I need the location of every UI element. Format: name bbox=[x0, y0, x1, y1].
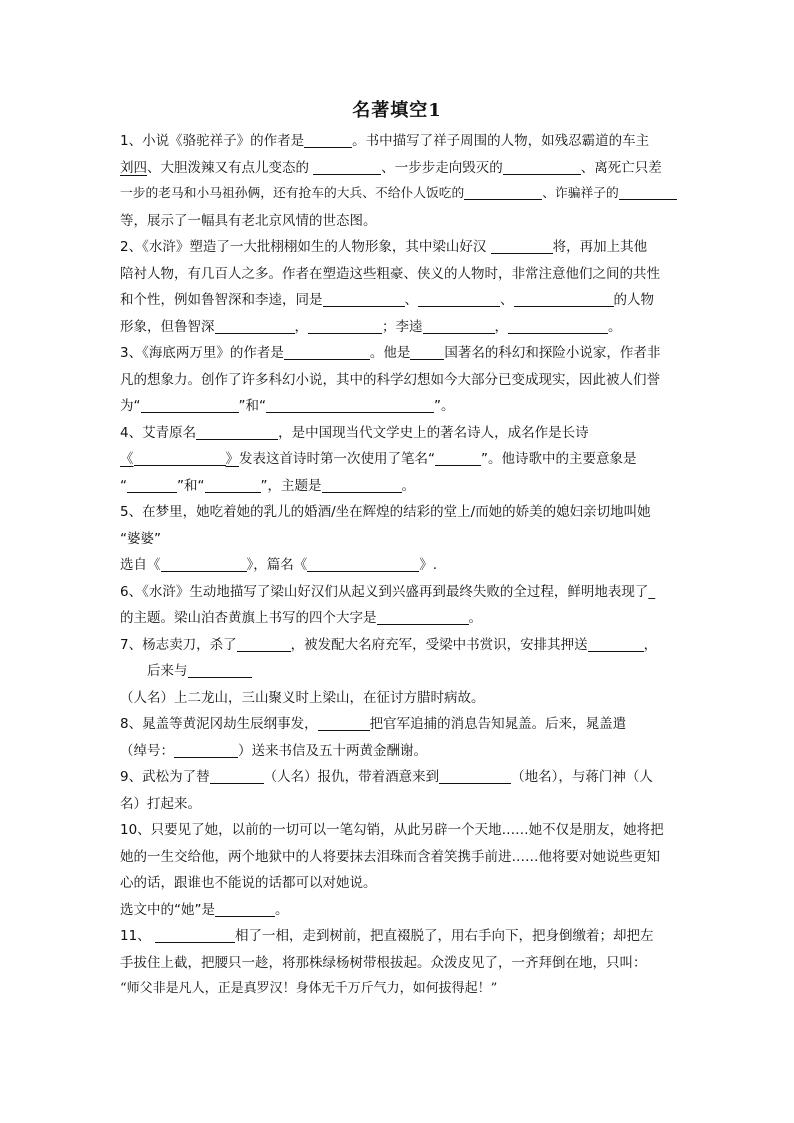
answer-blank[interactable] bbox=[188, 662, 252, 678]
answer-blank[interactable] bbox=[161, 556, 247, 572]
answer-blank[interactable] bbox=[435, 450, 481, 466]
text: 6、《水浒》生动地描写了梁山好汉们从起义到兴盛再到最终失败的全过程，鲜明地表现了 bbox=[120, 583, 649, 600]
text: “师父非是凡人，正是真罗汉！身体无千万斤气力，如何拔得起！” bbox=[120, 981, 498, 996]
text: 。他是 bbox=[369, 345, 411, 361]
text: 、 bbox=[500, 292, 514, 308]
text: （绰号： bbox=[120, 742, 174, 759]
text: 1、小说《骆驼祥子》的作者是 bbox=[120, 133, 305, 149]
text: （地名），与蒋门神（人 bbox=[511, 769, 653, 785]
text: （人名）报仇，带着酒意来到 bbox=[263, 769, 440, 785]
text: 2、《水浒》塑造了一大批栩栩如生的人物形象，其中梁山好汉 bbox=[120, 239, 491, 255]
q1-line-1 bbox=[120, 128, 680, 155]
q11-line-1 bbox=[120, 923, 680, 950]
text: ”，主题是 bbox=[260, 477, 322, 494]
q5-line-1 bbox=[120, 499, 680, 526]
text: ， bbox=[494, 318, 508, 335]
q2-line-3 bbox=[120, 287, 680, 314]
q2-line-2 bbox=[120, 261, 680, 288]
text: 。 bbox=[275, 901, 289, 918]
text: 8、晁盖等黄泥冈劫生辰纲事发， bbox=[120, 716, 318, 732]
q10-line-3 bbox=[120, 870, 680, 897]
text: 手拔住上截，把腰只一趁，将那株绿杨树带根拔起。众泼皮见了，一齐拜倒在地，只叫： bbox=[120, 954, 647, 971]
q9-line-1 bbox=[120, 764, 680, 791]
text: 。 bbox=[608, 318, 622, 335]
question-list bbox=[120, 128, 680, 1003]
answer-blank[interactable] bbox=[284, 344, 370, 360]
answer-blank[interactable] bbox=[205, 477, 261, 493]
text: 陪衬人物，有几百人之多。作者在塑造这些粗豪、侠义的人物时，非常注意他们之间的共性 bbox=[120, 265, 660, 282]
text: 、一步步走向毁灭的 bbox=[381, 159, 503, 176]
answer-blank[interactable] bbox=[155, 927, 235, 943]
text: ”。他诗歌中的主要意象是 bbox=[481, 451, 637, 467]
text: ， bbox=[294, 318, 308, 335]
text: 、诈骗祥子的 bbox=[542, 186, 619, 201]
answer-blank[interactable] bbox=[418, 291, 500, 307]
text: ”和“ bbox=[238, 398, 266, 414]
q3-line-1 bbox=[120, 340, 680, 367]
answer-blank[interactable] bbox=[313, 159, 381, 175]
text: ，是中国现当代文学史上的著名诗人，成名作是长诗 bbox=[278, 424, 589, 441]
text: 她的一生交给他，两个地狱中的人将要抹去泪珠而含着笑携手前进……他将要对她说些更知 bbox=[120, 848, 660, 865]
q11-line-2 bbox=[120, 950, 680, 977]
text: 名）打起来。 bbox=[120, 795, 201, 812]
text: 》，篇名《 bbox=[246, 557, 308, 573]
answer-blank[interactable] bbox=[210, 768, 264, 784]
text: 后来与 bbox=[147, 663, 188, 679]
answer-blank[interactable] bbox=[323, 291, 405, 307]
q7-line-3 bbox=[120, 685, 680, 712]
answer-blank[interactable] bbox=[410, 344, 444, 360]
text: 将，再加上其他 bbox=[552, 239, 648, 255]
q9-line-2 bbox=[120, 791, 680, 818]
q5-line-2 bbox=[120, 526, 680, 553]
q11-line-3 bbox=[120, 976, 680, 1003]
text: 为“ bbox=[120, 398, 141, 414]
text: 7、杨志卖刀，杀了 bbox=[120, 636, 237, 653]
answer-blank[interactable] bbox=[514, 291, 614, 307]
text: 等，展示了一幅具有老北京风情的世态图。 bbox=[120, 212, 377, 229]
answer-blank[interactable] bbox=[377, 609, 469, 625]
text: 。书中描写了祥子周围的人物，如残忍霸道的车主 bbox=[352, 133, 650, 149]
answer-blank[interactable] bbox=[318, 715, 370, 731]
text: 10、只要见了她，以前的一切可以一笔勾销，从此另辟一个天地……她不仅是朋友，她将把 bbox=[120, 822, 664, 838]
text: （人名）上二龙山，三山聚义时上梁山，在征讨方腊时病故。 bbox=[120, 689, 485, 706]
text: 和个性，例如鲁智深和李逵，同是 bbox=[120, 292, 323, 308]
answer-blank[interactable] bbox=[464, 184, 542, 200]
text: 刘四 bbox=[120, 159, 147, 176]
text: 心的话，跟谁也不能说的话都可以对她说。 bbox=[120, 875, 377, 891]
text: 选文中的“她”是 bbox=[120, 901, 215, 918]
answer-blank[interactable] bbox=[307, 556, 419, 572]
q8-line-1 bbox=[120, 711, 680, 738]
q10-line-4 bbox=[120, 897, 680, 924]
answer-blank[interactable] bbox=[588, 636, 644, 652]
text: ）送来书信及五十两黄金酬谢。 bbox=[238, 742, 427, 759]
answer-blank[interactable] bbox=[423, 318, 495, 334]
text: ， bbox=[643, 636, 658, 653]
text: 4、艾青原名 bbox=[120, 424, 197, 441]
q8-line-2 bbox=[120, 738, 680, 765]
text: 凡的想象力。创作了许多科幻小说，其中的科学幻想如今大部分已变成现实，因此被人们誉 bbox=[120, 371, 660, 388]
answer-blank[interactable] bbox=[304, 132, 352, 148]
answer-blank[interactable] bbox=[134, 450, 226, 466]
text: 把官军追捕的消息告知晁盖。后来，晁盖遣 bbox=[369, 716, 627, 732]
answer-blank[interactable] bbox=[619, 184, 677, 200]
answer-blank[interactable] bbox=[308, 318, 382, 334]
q7-line-2 bbox=[120, 658, 680, 685]
text: “ bbox=[120, 477, 127, 494]
text: 的主题。梁山泊杏黄旗上书写的四个大字是 bbox=[120, 610, 377, 626]
text: _ bbox=[648, 583, 656, 600]
q3-line-2 bbox=[120, 367, 680, 394]
answer-blank[interactable] bbox=[237, 636, 291, 652]
answer-blank[interactable] bbox=[215, 318, 295, 334]
q3-line-3 bbox=[120, 393, 680, 420]
q1-line-4 bbox=[120, 208, 680, 235]
text: 、离死亡只差 bbox=[580, 159, 662, 176]
text: 9、武松为了替 bbox=[120, 769, 210, 785]
answer-blank[interactable] bbox=[322, 477, 402, 493]
q1-line-3 bbox=[120, 181, 680, 208]
q4-line-3 bbox=[120, 473, 680, 500]
answer-blank[interactable] bbox=[196, 424, 278, 440]
answer-blank[interactable] bbox=[215, 901, 275, 917]
text: “婆婆” bbox=[120, 530, 161, 547]
text: ；李逵 bbox=[382, 318, 423, 335]
text: 。 bbox=[468, 610, 482, 626]
answer-blank[interactable] bbox=[439, 768, 511, 784]
text: 、大胆泼辣又有点儿变态的 bbox=[147, 159, 314, 176]
answer-blank[interactable] bbox=[508, 318, 608, 334]
answer-blank[interactable] bbox=[141, 397, 239, 413]
text: ，被发配大名府充军，受梁中书赏识，安排其押送 bbox=[290, 636, 588, 653]
q6-line-1 bbox=[120, 579, 680, 606]
text: 。 bbox=[401, 477, 415, 494]
text: 》. bbox=[419, 557, 438, 573]
q6-line-2 bbox=[120, 605, 680, 632]
q7-line-1 bbox=[120, 632, 680, 659]
text: ”。 bbox=[434, 398, 455, 414]
text: 的人物 bbox=[613, 292, 654, 308]
page-title: 名著填空1 bbox=[352, 100, 442, 121]
answer-blank[interactable] bbox=[266, 397, 434, 413]
text: ”和“ bbox=[177, 477, 205, 494]
text: 5、在梦里，她吃着她的乳儿的婚酒/坐在辉煌的结彩的堂上/而她的娇美的媳妇亲切地叫她 bbox=[120, 504, 651, 520]
text: 选自《 bbox=[120, 557, 161, 573]
text: 11、 bbox=[120, 928, 155, 944]
q5-line-3 bbox=[120, 552, 680, 579]
q4-line-2 bbox=[120, 446, 680, 473]
q1-line-2 bbox=[120, 155, 680, 182]
text: 国著名的科幻和探险小说家，作者非 bbox=[444, 345, 661, 361]
text: 3、《海底两万里》的作者是 bbox=[120, 345, 284, 361]
text: 》 bbox=[225, 451, 239, 467]
answer-blank[interactable] bbox=[491, 238, 553, 254]
text: 、 bbox=[404, 292, 418, 308]
text: 发表这首诗时第一次使用了笔名“ bbox=[239, 451, 435, 467]
text: 相了一相，走到树前，把直裰脱了，用右手向下，把身倒缴着；却把左 bbox=[234, 928, 654, 944]
answer-blank[interactable] bbox=[127, 477, 177, 493]
q10-line-2 bbox=[120, 844, 680, 871]
q10-line-1 bbox=[120, 817, 680, 844]
text: 形象，但鲁智深 bbox=[120, 318, 215, 335]
answer-blank[interactable] bbox=[174, 742, 238, 758]
q2-line-1 bbox=[120, 234, 680, 261]
answer-blank[interactable] bbox=[503, 159, 581, 175]
text: 《 bbox=[120, 451, 134, 467]
q4-line-1 bbox=[120, 420, 680, 447]
q2-line-4 bbox=[120, 314, 680, 341]
text: 一步的老马和小马祖孙俩，还有抢车的大兵、不给仆人饭吃的 bbox=[120, 186, 465, 201]
